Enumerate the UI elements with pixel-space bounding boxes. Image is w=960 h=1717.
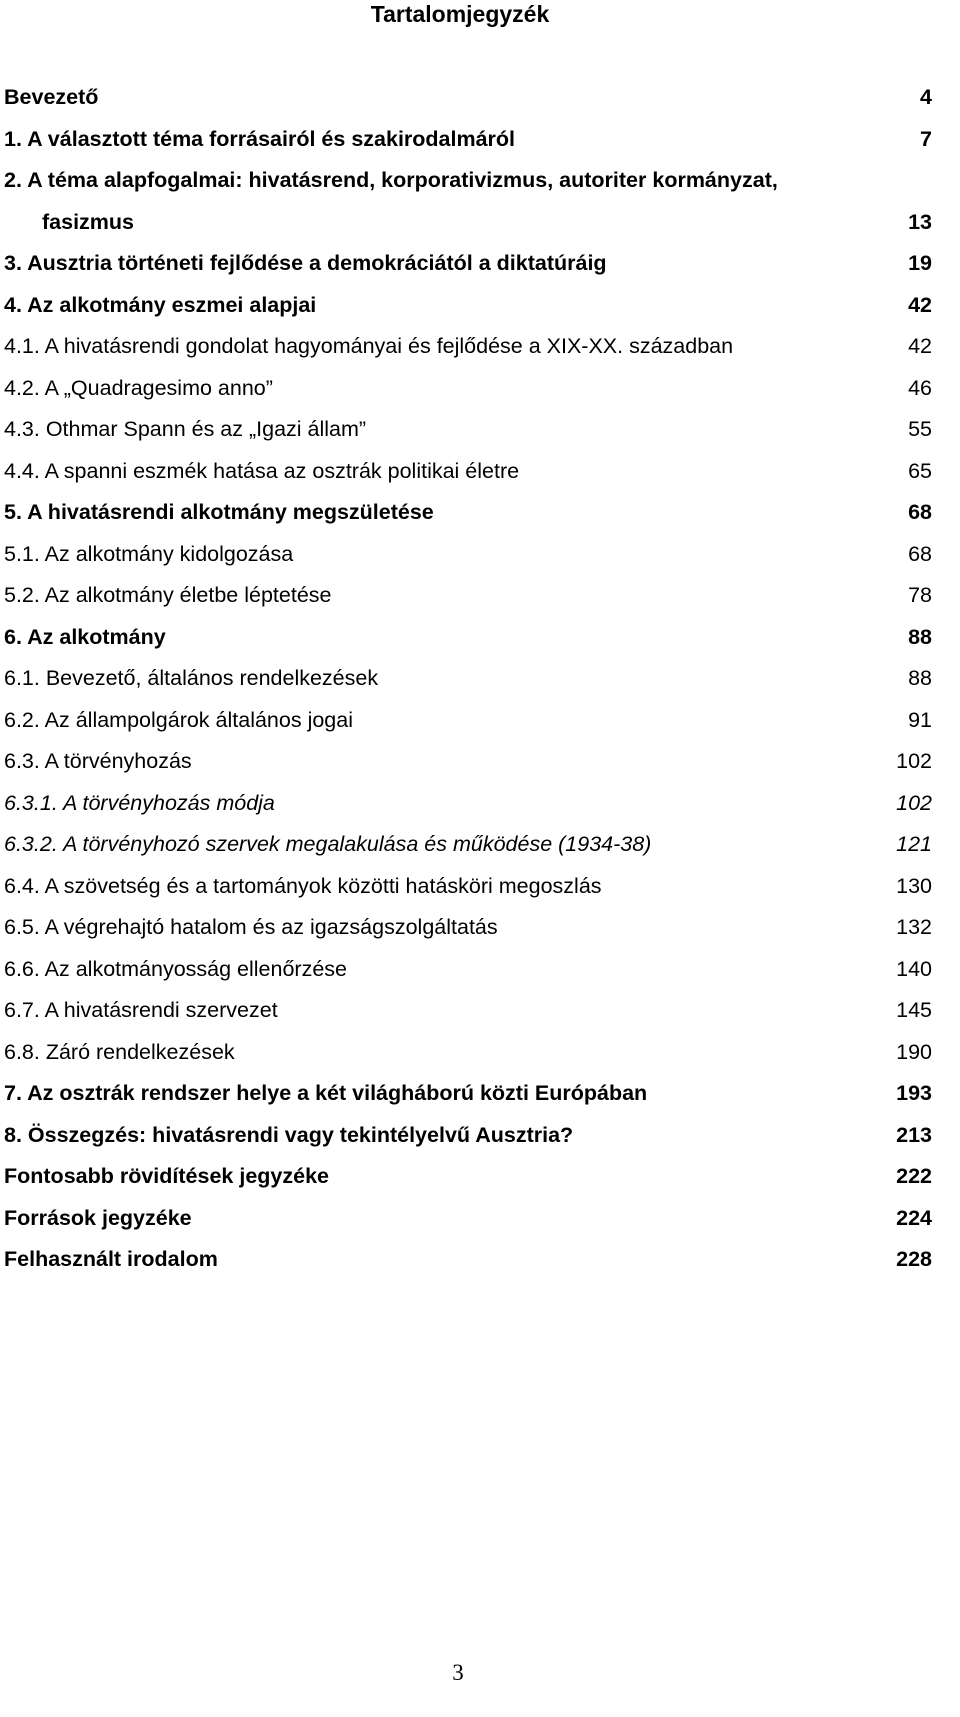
toc-entry-page: 55 <box>908 417 932 441</box>
toc-entry-page: 65 <box>908 458 932 483</box>
toc-entry-page: 130 <box>896 873 932 898</box>
toc-entry-label: 6.8. Záró rendelkezések <box>4 1039 235 1064</box>
toc-entry-page: 42 <box>908 334 932 358</box>
toc-entry[interactable] <box>0 285 960 327</box>
toc-entry-page: 102 <box>896 749 932 773</box>
toc-entry-label: 6.4. A szövetség és a tartományok közötti hatásköri megoszlás <box>4 873 602 898</box>
toc-entry[interactable] <box>0 1115 960 1157</box>
toc-entry[interactable] <box>0 119 960 161</box>
toc-entry-label: 4.3. Othmar Spann és az „Igazi állam” <box>4 417 367 441</box>
toc-entry[interactable] <box>0 492 960 534</box>
toc-entry-page: 88 <box>908 624 932 649</box>
toc-entry-page: 68 <box>908 500 932 524</box>
toc-entry-page: 91 <box>908 707 932 732</box>
toc-entry-label: Felhasznált irodalom <box>4 1247 218 1271</box>
toc-entry-page: 4 <box>920 85 932 109</box>
toc-entry-label: 6.6. Az alkotmányosság ellenőrzése <box>4 956 348 981</box>
toc-entry[interactable] <box>0 160 960 202</box>
toc-entry-page: 46 <box>908 375 932 400</box>
toc-entry-page: 42 <box>908 292 932 317</box>
toc-entry-page: 68 <box>908 541 932 566</box>
toc-entry[interactable] <box>0 451 960 493</box>
toc-entry[interactable] <box>0 1198 960 1240</box>
toc-entry-label: 8. Összegzés: hivatásrendi vagy tekintélyelvű Ausztria? <box>4 1122 574 1147</box>
toc-entry-label: 6.7. A hivatásrendi szervezet <box>4 998 278 1022</box>
page-title: Tartalomjegyzék <box>370 1 550 27</box>
toc-entry-label: 6.1. Bevezető, általános rendelkezések <box>4 666 379 690</box>
toc-entry-label: fasizmus <box>42 209 135 234</box>
toc-entry-page: 145 <box>896 998 932 1022</box>
table-of-contents <box>0 77 960 1281</box>
toc-entry[interactable] <box>0 617 960 659</box>
toc-entry-label: 4.4. A spanni eszmék hatása az osztrák politikai életre <box>4 458 520 483</box>
toc-entry-page: 132 <box>896 915 932 939</box>
toc-entry[interactable] <box>0 907 960 949</box>
toc-entry[interactable] <box>0 368 960 410</box>
toc-entry-page: 213 <box>896 1122 932 1147</box>
toc-entry-page: 222 <box>896 1164 932 1188</box>
toc-entry[interactable] <box>0 866 960 908</box>
toc-entry-label: 7. Az osztrák rendszer helye a két világháború közti Európában <box>4 1081 648 1105</box>
toc-entry-label: 5.2. Az alkotmány életbe léptetése <box>4 583 332 607</box>
toc-entry-label: 6. Az alkotmány <box>4 624 166 649</box>
toc-entry[interactable] <box>0 783 960 825</box>
toc-entry-label: 4. Az alkotmány eszmei alapjai <box>4 292 317 317</box>
toc-entry-label: 1. A választott téma forrásairól és szakirodalmáról <box>4 126 516 151</box>
toc-entry-label: 5.1. Az alkotmány kidolgozása <box>4 541 294 566</box>
toc-entry-page: 88 <box>908 666 932 690</box>
toc-entry-page: 228 <box>896 1247 932 1271</box>
toc-entry-page: 140 <box>896 956 932 981</box>
toc-entry[interactable] <box>0 949 960 991</box>
toc-entry-label: 6.3. A törvényhozás <box>4 749 192 773</box>
toc-entry-label: 6.5. A végrehajtó hatalom és az igazságszolgáltatás <box>4 915 498 939</box>
toc-entry[interactable] <box>0 243 960 285</box>
toc-entry[interactable] <box>0 990 960 1032</box>
toc-entry-page: 102 <box>896 790 932 815</box>
page-number: 3 <box>452 1660 464 1685</box>
toc-entry-label: 6.3.2. A törvényhozó szervek megalakulása és működése (1934-38) <box>4 832 652 856</box>
toc-entry-page: 13 <box>908 209 932 234</box>
toc-entry[interactable] <box>0 1239 960 1281</box>
toc-entry[interactable] <box>0 202 960 244</box>
toc-entry[interactable] <box>0 700 960 742</box>
toc-entry-page: 224 <box>896 1205 932 1230</box>
toc-entry[interactable] <box>0 824 960 866</box>
toc-entry-label: 6.3.1. A törvényhozás módja <box>4 790 275 815</box>
toc-entry-label: Fontosabb rövidítések jegyzéke <box>4 1164 329 1188</box>
toc-entry[interactable] <box>0 77 960 119</box>
toc-entry-page: 7 <box>920 126 932 151</box>
toc-entry-label: 4.1. A hivatásrendi gondolat hagyományai és fejlődése a XIX-XX. században <box>4 334 734 358</box>
toc-entry[interactable] <box>0 575 960 617</box>
toc-entry-label: Bevezető <box>4 85 99 109</box>
toc-entry[interactable] <box>0 1156 960 1198</box>
toc-entry-page: 121 <box>896 832 932 856</box>
toc-entry-label: 5. A hivatásrendi alkotmány megszületése <box>4 500 434 524</box>
toc-entry[interactable] <box>0 741 960 783</box>
toc-entry-label: Források jegyzéke <box>4 1205 192 1230</box>
toc-entry[interactable] <box>0 326 960 368</box>
toc-entry-page: 190 <box>896 1039 932 1064</box>
toc-entry-page: 193 <box>896 1081 932 1105</box>
toc-entry[interactable] <box>0 1073 960 1115</box>
toc-entry[interactable] <box>0 534 960 576</box>
toc-entry-label: 2. A téma alapfogalmai: hivatásrend, korporativizmus, autoriter kormányzat, <box>4 168 778 192</box>
toc-entry-page: 19 <box>908 251 932 275</box>
toc-entry[interactable] <box>0 409 960 451</box>
toc-entry-page: 78 <box>908 583 932 607</box>
toc-entry-label: 4.2. A „Quadragesimo anno” <box>4 375 273 400</box>
toc-entry[interactable] <box>0 658 960 700</box>
toc-entry[interactable] <box>0 1032 960 1074</box>
toc-entry-label: 3. Ausztria történeti fejlődése a demokráciától a diktatúráig <box>4 251 607 275</box>
toc-entry-label: 6.2. Az állampolgárok általános jogai <box>4 707 353 732</box>
